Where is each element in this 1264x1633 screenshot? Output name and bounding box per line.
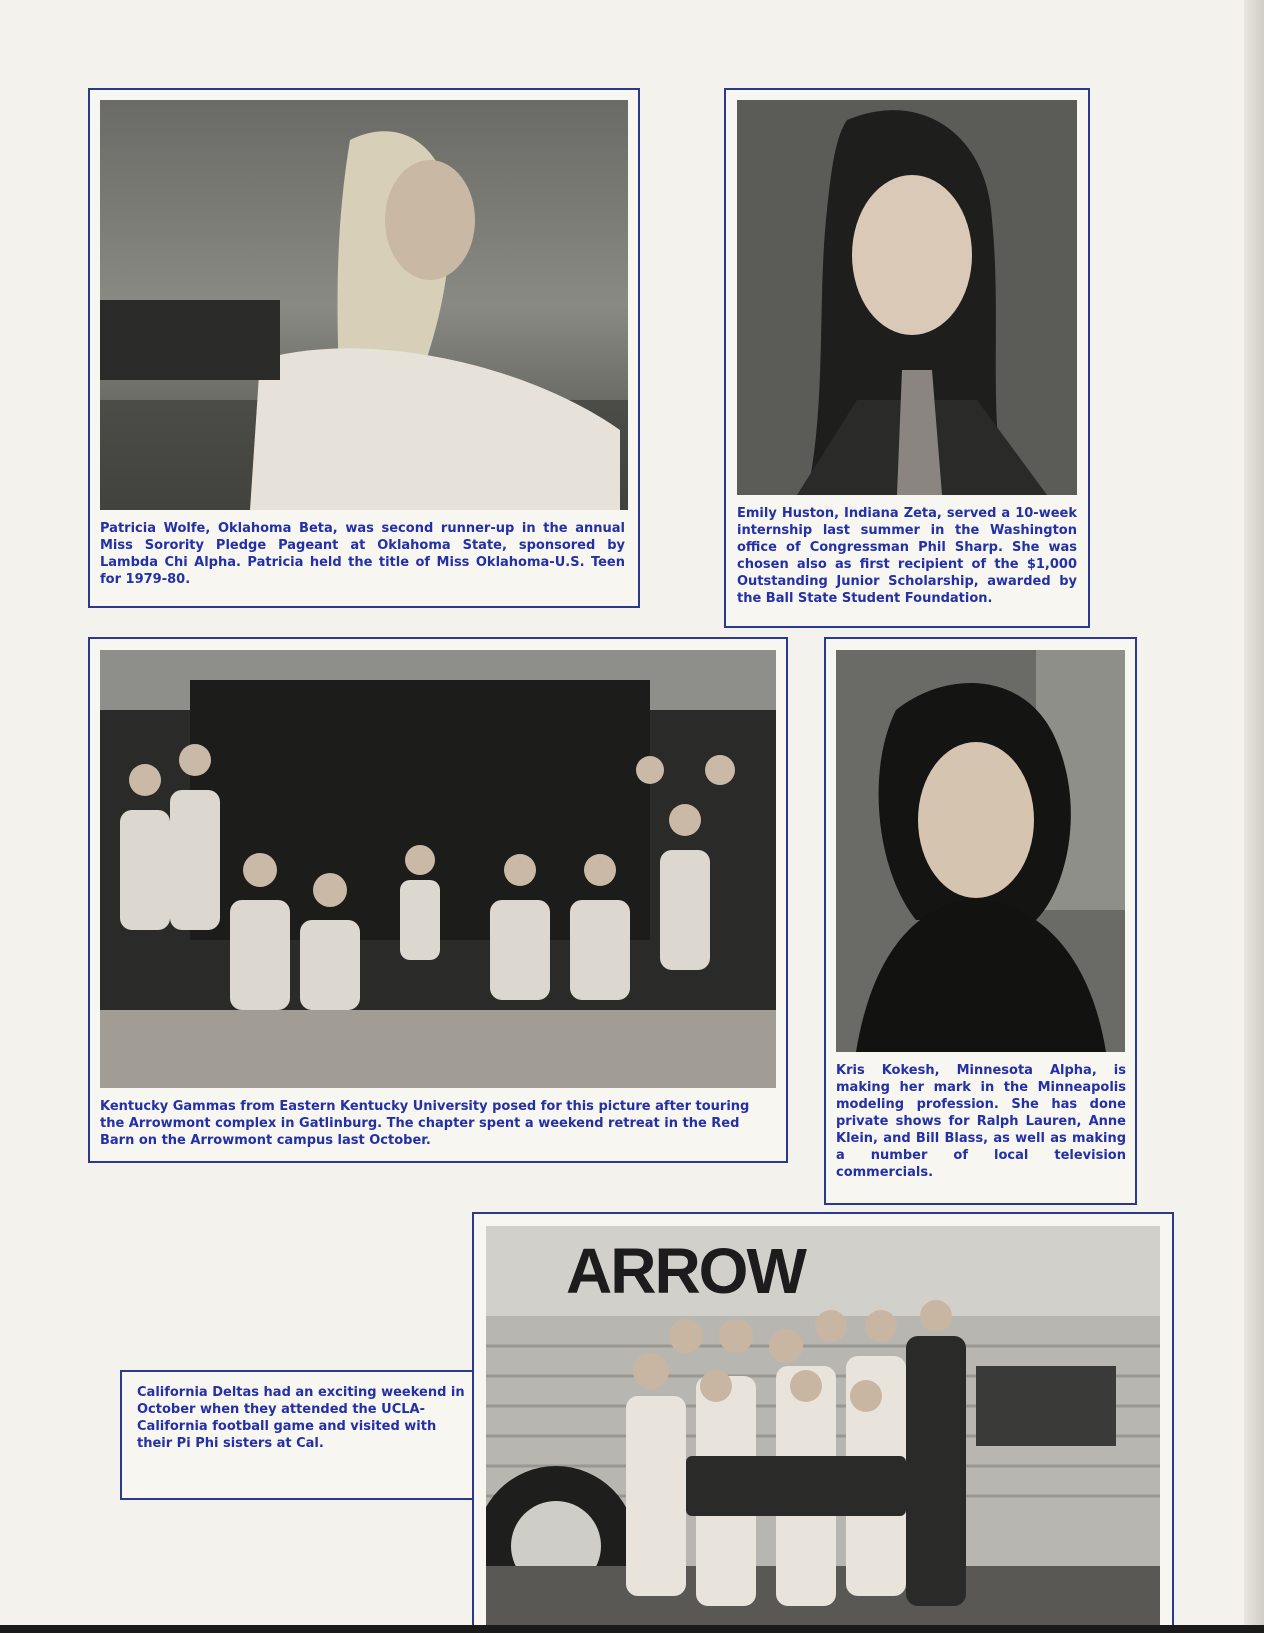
california-photo <box>486 1226 1160 1633</box>
emily-photo <box>737 100 1077 495</box>
kris-caption: Kris Kokesh, Minnesota Alpha, is making her mark in the Minneapolis modeling profession. She has done private shows for Ralph Lauren, Anne Klein, and Bill Blass, as well as making a number of local television commercials. <box>836 1063 1126 1180</box>
bus-sign-text: ARROW <box>566 1235 805 1307</box>
kentucky-photo <box>100 650 776 1088</box>
patricia-photo <box>100 100 628 510</box>
emily-caption: Emily Huston, Indiana Zeta, served a 10-week internship last summer in the Washington office of Congressman Phil Sharp. She was chosen also as first recipient of the $1,000 Outstanding Junior Scholarship, awarded by the Ball State Student Foundation. <box>737 506 1077 606</box>
page-edge <box>1244 0 1264 1633</box>
page-bottom-edge <box>0 1625 1264 1633</box>
patricia-caption: Patricia Wolfe, Oklahoma Beta, was second runner-up in the annual Miss Sorority Pledge Pageant at Oklahoma State, sponsored by Lambda Chi Alpha. Patricia held the title of Miss Oklahoma-U.S. Teen for 1979-80. <box>100 521 625 587</box>
california-caption: California Deltas had an exciting weekend in October when they attended the UCLA-California football game and visited with their Pi Phi sisters at Cal. <box>137 1385 465 1451</box>
kris-photo <box>836 650 1125 1052</box>
kentucky-caption: Kentucky Gammas from Eastern Kentucky University posed for this picture after touring the Arrowmont complex in Gatlinburg. The chapter spent a weekend retreat in the Red Barn on the Arrowmont campus last October. <box>100 1099 750 1148</box>
